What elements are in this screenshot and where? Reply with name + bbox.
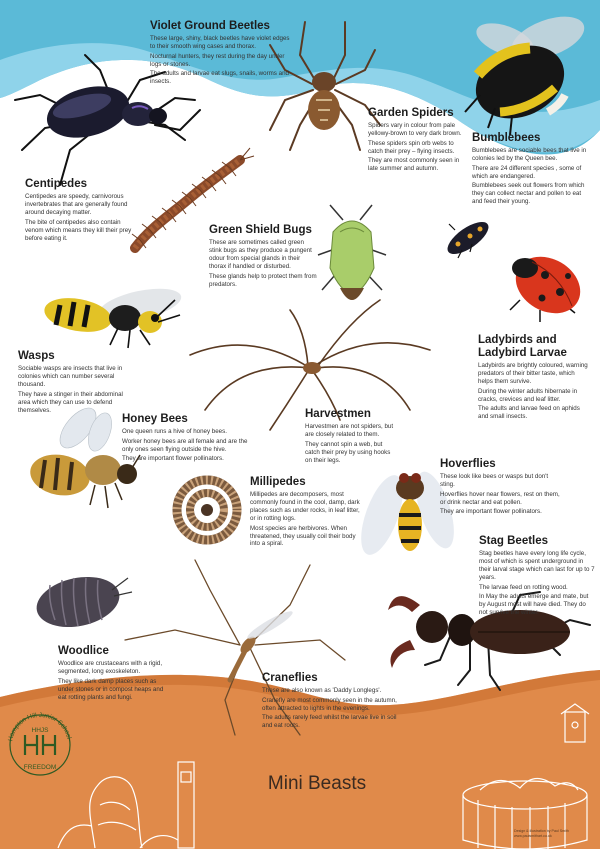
section-woodlice bbox=[58, 645, 173, 703]
honey-bees-line: One queen runs a hive of honey bees. bbox=[122, 428, 227, 436]
stump-drawing bbox=[58, 777, 178, 848]
garden-spiders-line: These spiders spin orb webs to catch their prey – flying insects. bbox=[368, 139, 455, 155]
section-honey-bees bbox=[122, 413, 250, 465]
section-harvestmen bbox=[305, 408, 395, 466]
ladybirds-line: During the winter adults hibernate in cracks, crevices and leaf litter. bbox=[478, 387, 578, 403]
stag-beetles-line: Stag beetles have every long life cycle, most of which is spent underground in their larval stage which can last for up to 7 years. bbox=[479, 550, 595, 582]
school-motto: FREEDOM bbox=[23, 764, 57, 771]
harvestmen-line: Harvestmen are not spiders, but are closely related to them. bbox=[305, 423, 394, 439]
green-shield-bugs-line: These glands help to protect them from predators. bbox=[209, 272, 317, 288]
section-centipedes bbox=[25, 178, 137, 244]
craneflies-line: These are also known as 'Daddy Longlegs'. bbox=[262, 687, 382, 695]
violet-ground-beetles-title: Violet Ground Beetles bbox=[150, 20, 270, 32]
hoverflies-title: Hoverflies bbox=[440, 458, 496, 470]
ladybirds-title: Ladybirds and Ladybird Larvae bbox=[478, 334, 567, 360]
craneflies-line: Cranefly are most commonly seen in the autumn, often attracted to lights in the evenings. bbox=[262, 696, 397, 712]
stag-beetles-line: In May the adults emerge and mate, but by August most will have died. They do not survive the winter. bbox=[479, 593, 589, 616]
violet-ground-beetles-line: These large, shiny, black beetles have violet edges to their smooth wing cases and thorax. bbox=[150, 35, 290, 51]
harvestmen-title: Harvestmen bbox=[305, 408, 371, 420]
school-name: Hampton Hill Junior School bbox=[7, 711, 73, 742]
millipedes-title: Millipedes bbox=[250, 476, 306, 488]
wasps-line: They have a stinger in their abdominal area which they can use to defend themselves. bbox=[18, 390, 123, 414]
craneflies-line: The adults rarely feed whilst the larvae live in soil and eat roots. bbox=[262, 714, 397, 730]
ladybird-illustration bbox=[506, 245, 591, 324]
woodlouse-illustration bbox=[32, 570, 132, 634]
green-shield-bugs-title: Green Shield Bugs bbox=[209, 224, 312, 236]
hoverflies-line: Hoverflies hover near flowers, rest on them, or drink nectar and eat pollen. bbox=[440, 490, 560, 506]
hoverflies-line: They are important flower pollinators. bbox=[440, 508, 542, 516]
wasps-line: Sociable wasps are insects that live in colonies which can number several thousand. bbox=[18, 365, 123, 389]
post-drawing bbox=[178, 762, 194, 848]
millipedes-line: Most species are herbivores. When threatened, they usually coil their body into a spiral. bbox=[250, 524, 356, 548]
violet-ground-beetles-line: Nocturnal hunters, they rest during the day under logs or stones. bbox=[150, 52, 285, 68]
millipede-illustration bbox=[177, 480, 237, 540]
credit-line: Design & illustration by Paul Smith bbox=[514, 829, 569, 833]
honey-bees-line: Worker honey bees are all female and are the only ones seen flying outside the hive. bbox=[122, 437, 248, 453]
school-initials: HHJS bbox=[31, 727, 49, 734]
ladybird-larva-illustration bbox=[443, 216, 494, 260]
honey-bees-line: They are important flower pollinators. bbox=[122, 455, 224, 463]
poster-credit bbox=[514, 829, 594, 838]
credit-line: www.paulsmithart.co.uk bbox=[514, 833, 552, 838]
stag-beetles-line: The larvae feed on rotting wood. bbox=[479, 583, 568, 591]
woodlice-line: Woodlice are crustaceans with a rigid, segmented, long exoskeleton. bbox=[58, 660, 163, 676]
section-garden-spiders bbox=[368, 107, 468, 175]
poster-title: Mini Beasts bbox=[267, 773, 367, 794]
honey-bees-title: Honey Bees bbox=[122, 413, 188, 425]
wasps-title: Wasps bbox=[18, 350, 55, 362]
section-green-shield-bugs bbox=[209, 224, 317, 290]
centipedes-line: Centipedes are speedy, carnivorous invertebrates that are generally found around decaying matter. bbox=[25, 193, 128, 217]
wasp-illustration bbox=[42, 283, 184, 348]
violet-ground-beetles-line: The adults and larvae eat slugs, snails, worms and insects. bbox=[150, 70, 289, 86]
bird-box-drawing bbox=[561, 704, 589, 742]
bumblebees-line: Bumblebees are sociable bees that live in colonies led by the Queen bee. bbox=[472, 147, 587, 163]
section-craneflies bbox=[262, 672, 407, 732]
section-millipedes bbox=[250, 476, 362, 550]
green-shield-bugs-line: These are sometimes called green stink bugs as they produce a pungent odour from special glands in their thorax if handled or disturbed. bbox=[209, 239, 312, 271]
garden-spiders-title: Garden Spiders bbox=[368, 107, 454, 119]
woodlice-line: They like dark damp places such as under stones or in compost heaps and eat rotting plants and fungi. bbox=[58, 677, 164, 701]
hoverflies-line: These look like bees or wasps but don't sting. bbox=[440, 473, 549, 489]
craneflies-title: Craneflies bbox=[262, 672, 318, 684]
centipedes-line: The bite of centipedes also contain venom which means they kill their prey before eating it. bbox=[25, 218, 132, 242]
bumblebee-illustration bbox=[464, 8, 590, 135]
ladybirds-line: Ladybirds are brightly coloured, warning predators of their bitter taste, which helps them survive. bbox=[478, 362, 588, 386]
bumblebees-title: Bumblebees bbox=[472, 132, 541, 144]
stag-beetles-title: Stag Beetles bbox=[479, 535, 549, 547]
school-logo bbox=[7, 712, 72, 775]
bumblebees-line: There are 24 different species , some of which are endangered. bbox=[472, 164, 582, 180]
harvestmen-line: They cannot spin a web, but catch their prey by using hooks on their legs. bbox=[305, 440, 391, 464]
section-hoverflies bbox=[440, 458, 562, 518]
green-shield-bug-illustration bbox=[318, 205, 386, 300]
garden-spiders-line: They are most commonly seen in late summer and autumn. bbox=[368, 157, 460, 173]
section-ladybirds bbox=[478, 334, 590, 423]
woodlice-title: Woodlice bbox=[58, 645, 109, 657]
garden-spiders-line: Spiders vary in colour from pale yellowy-brown to very dark brown. bbox=[368, 122, 462, 138]
raised-bed-drawing bbox=[463, 778, 587, 849]
millipedes-line: Millipedes are decomposers, most commonly found in the cool, damp, dark places such as under rocks, in leaf litter, or in rotting logs. bbox=[250, 491, 360, 523]
section-violet-ground-beetles bbox=[150, 20, 292, 88]
section-wasps bbox=[18, 350, 133, 416]
bumblebees-line: Bumblebees seek out flowers from which they can collect nectar and pollen to eat and feed their young. bbox=[472, 182, 585, 206]
section-stag-beetles bbox=[479, 535, 595, 619]
ladybirds-line: The adults and larvae feed on aphids and small insects. bbox=[478, 405, 580, 421]
section-bumblebees bbox=[472, 132, 592, 208]
centipedes-title: Centipedes bbox=[25, 178, 87, 190]
